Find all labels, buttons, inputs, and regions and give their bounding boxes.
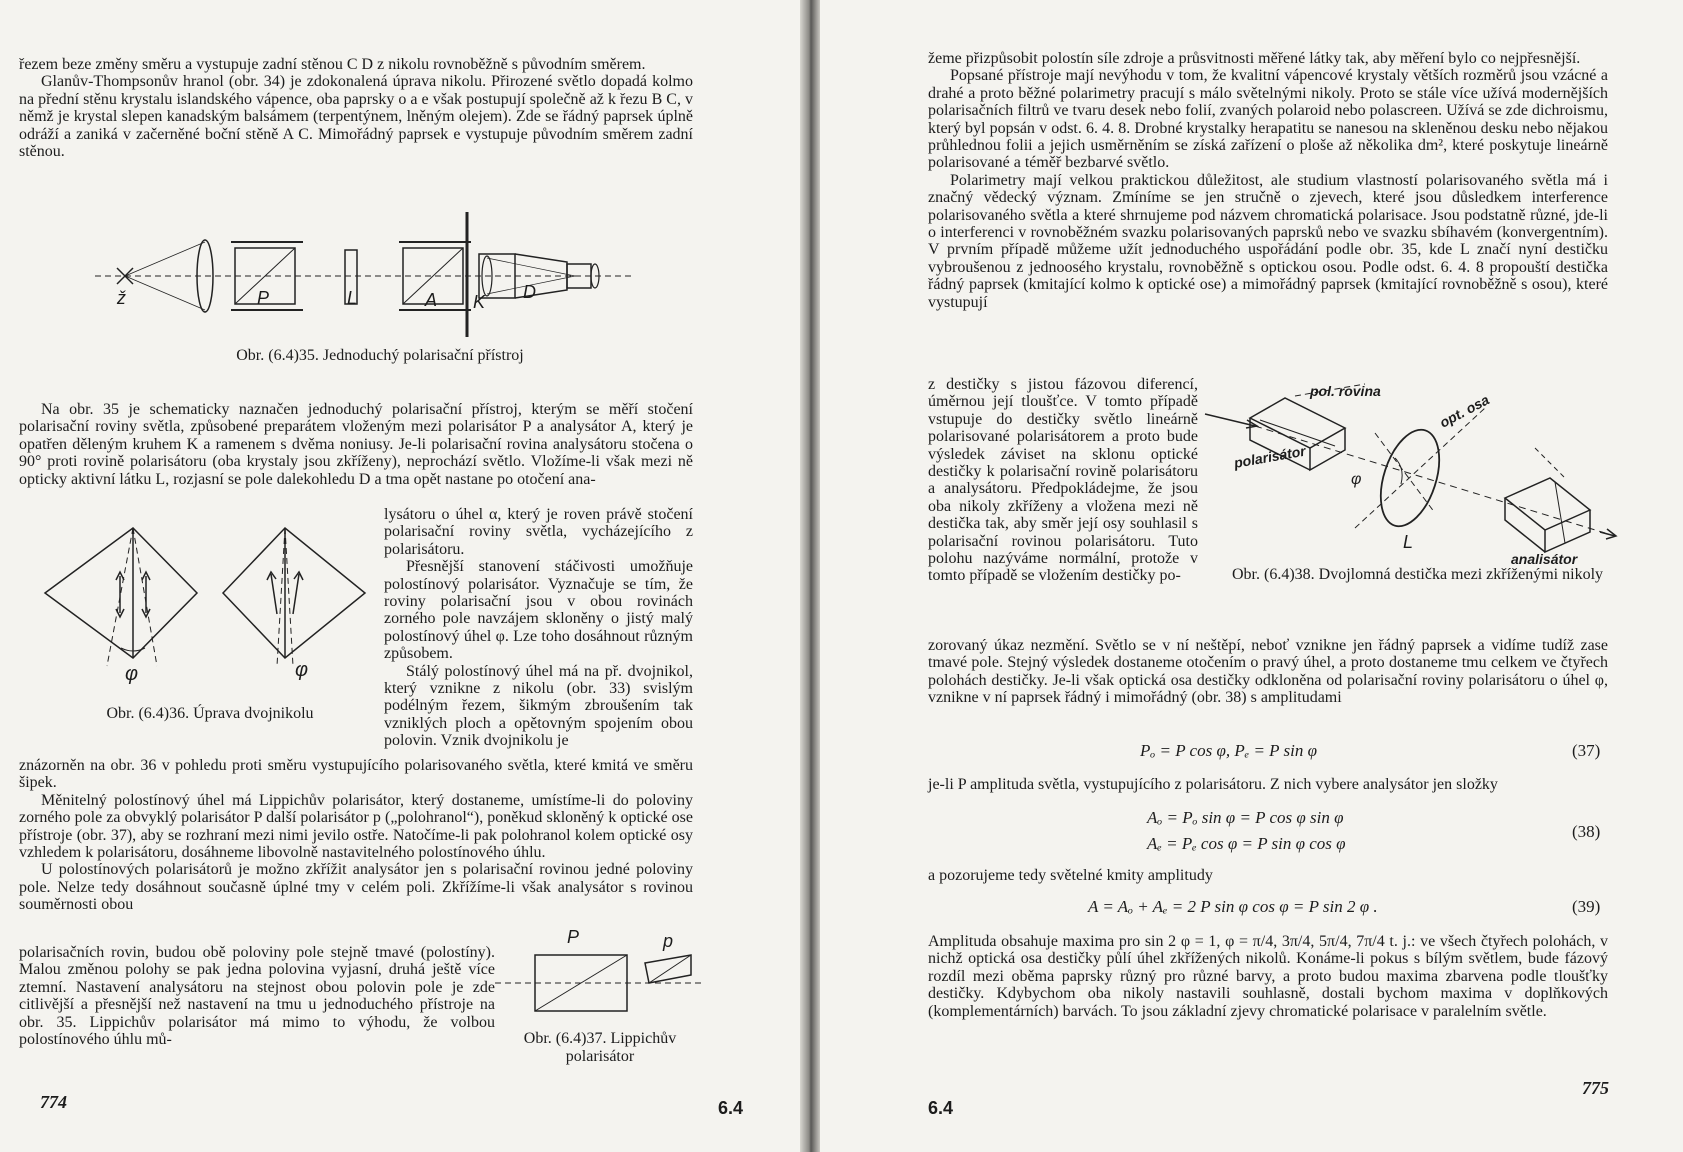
section-number: 6.4	[928, 1098, 954, 1118]
text-block-middle	[19, 757, 693, 914]
label-p: p	[663, 931, 674, 951]
paragraph: Na obr. 35 je schematicky naznačen jednoduchý polarisační přístroj, kterým se měří stočení polarisační roviny světla, způsobené preparátem vloženým mezi polarisátor P a analysátor A, který je opatřen děleným kruhem K a ramenem s dvěma noniusy. Je-li polarisační rovina analysátoru stočena o 90° proti rovině polarisátoru (oba krystaly jsou zkříženy), neprochází světlo. Vložíme-li však mezi ně opticky aktivní látku L, rozjasní se pole dalekohledu D a tma opět nastane po otočení ana-	[19, 401, 693, 488]
text-block-top	[19, 56, 693, 160]
paragraph: Amplituda obsahuje maxima pro sin 2 φ = 1, φ = π/4, 3π/4, 5π/4, 7π/4 t. j.: ve všech čtyřech polohách, v nichž optická osa destičky půlí úhel zkřížených nikolů. Konáme-li pokus s bílým světlem, bude fázový rozdíl mezi oběma paprsky různý pro různé barvy, a proto budou maxima zbarvena podle tloušťky destičky. Kdybychom oba nikoly nastavili souhlasně, dostali bychom maxima v doplňkových (komplementárních) barvách. To jsou základní zjevy chromatické polarisace v paralelním světle.	[928, 933, 1608, 1020]
equation-number-39: (39)	[1572, 897, 1601, 916]
angle-phi-label: φ	[125, 663, 139, 685]
paragraph: U polostínových polarisátorů je možno zkřížit analysátor jen s polarisační rovinou jedné poloviny pole. Nelze tedy dosáhnout současně úplné tmy v celém poli. Zkřížíme-li však analysátor s rovinou souměrnosti obou	[19, 861, 693, 914]
label-A: A	[425, 290, 438, 310]
paragraph: Měnitelný polostínový úhel má Lippichův polarisátor, který dostaneme, umístíme-li do poloviny zorného pole za obvyklý polarisátor P další polarisátor p („polohranol“), poněkud skloněný k optické ose přístroje (obr. 37), aby se rozhraní mezi nimi jevilo ostře. Natočíme-li pak polohranol kolem optické osy vzhledem k polarisátoru, dosáhneme libovolně nastavitelného polostínového úhlu.	[19, 791, 693, 862]
paragraph: Glanův-Thompsonův hranol (obr. 34) je zdokonalená úprava nikolu. Přirozené světlo dopadá kolmo na přední stěnu krystalu islandského vápence, oba paprsky o a e však postupují společně až k řezu B C, v němž je krystal slepen kanadským balsámem (terpentýnem, lněným olejem). Zde se řádný paprsek úplně odráží a zaniká v začerněné boční stěně A C. Mimořádný paprsek e vystupuje původním směrem zadní stěnou.	[19, 73, 693, 161]
page-number: 774	[40, 1092, 67, 1112]
paragraph: Přesnější stanovení stáčivosti umožňuje polostínový polarisátor. Vyznačuje se tím, že roviny polarisační jsou v obou rovinách zorného pole navzájem skloněny o jistý malý polostínový úhel φ. Lze toho dosáhnout různým způsobem.	[384, 558, 693, 663]
equation-37: Pₒ = P cos φ, Pₑ = P sin φ	[1140, 741, 1317, 760]
figure-36-diagram	[45, 528, 375, 685]
text-block-right-column	[384, 506, 693, 750]
right-page	[820, 0, 1683, 1152]
label-D: D	[523, 282, 536, 302]
paragraph: a pozorujeme tedy světelné kmity amplitudy	[928, 867, 1213, 884]
equation-39: A = Aₒ + Aₑ = 2 P sin φ cos φ = P sin 2 φ .	[1088, 897, 1378, 916]
paragraph: lysátoru o úhel α, který je roven právě stočení polarisační roviny světla, vycházejícího z polarisátoru.	[384, 506, 693, 558]
paragraph: polarisačních rovin, budou obě poloviny pole stejně tmavé (polostíny). Malou změnou polohy se pak jedna polovina vyjasní, druhá ještě více ztemní. Nastavení analysátoru na stejnost obou polovin pole je zde citlivější a přesnější než nastavení na tmu u jednoduchého přístroje na obr. 35. Lippichův polarisátor má mimo to výhodu, že volbou polostínového úhlu mů-	[19, 944, 495, 1049]
label-z: ž	[117, 288, 126, 308]
equation-38a: Aₒ = Pₒ sin φ = P cos φ sin φ	[1147, 808, 1344, 827]
half-prism-p	[645, 955, 691, 983]
paragraph: žeme přizpůsobit polostín síle zdroje a průsvitnosti měřené látky tak, aby měření bylo co nejpřesnější.	[928, 50, 1581, 67]
page-number: 775	[1582, 1078, 1609, 1098]
figure-36-caption: Obr. (6.4)36. Úprava dvojnikolu	[106, 705, 314, 722]
figure-35-diagram	[95, 212, 655, 342]
double-nicol-left	[45, 528, 197, 685]
label-pol-rovina: pol. rovina	[1310, 383, 1381, 399]
equation-number-37: (37)	[1572, 741, 1601, 760]
plate-L	[1370, 422, 1450, 533]
paragraph: Popsané přístroje mají nevýhodu v tom, že kvalitní vápencové krystaly větších rozměrů jsou vzácné a drahé a proto běžné polarimetry pracují s málo světelnými nikoly. Proto se stále více užívá modernějších polarisačních filtrů ve tvaru desek nebo folií, zvaných polaroid nebo polascreen. Užívá se zde dichroismu, který byl popsán v odst. 6. 4. 8. Drobné krystalky herapatitu se nanesou na skleněnou desku nebo nějakou průhlednou folii a jejich usměrněním se získá zařízení o ploše až několika dm², které poskytuje lineárně polarisované a téměř bezbarvé světlo.	[928, 67, 1608, 172]
label-opt-osa: opt. osa	[1436, 391, 1492, 431]
label-analisator: analisátor	[1511, 551, 1578, 567]
paragraph: z destičky s jistou fázovou diferencí, úměrnou její tloušťce. V tomto případě vstupuje do destičky světlo lineárně polarisované polarisátorem a proto bude výsledek záviset na sklonu optické destičky k polarisační rovině polarisátoru a analysátoru. Předpokládejme, že jsou oba nikoly zkříženy a vložena mezi ně destička tak, aby směr její osy souhlasil s polarisační rovinou polarisátoru. Tuto polohu nazýváme normální, protože v tomto případě se vložením destičky po-	[928, 376, 1198, 585]
angle-phi-label: φ	[295, 659, 309, 681]
figure-37-caption: Obr. (6.4)37. Lippichův polarisátor	[523, 1030, 677, 1065]
equation-38b: Aₑ = Pₑ cos φ = P sin φ cos φ	[1147, 834, 1346, 853]
paragraph: zorovaný úkaz nezmění. Světlo se v ní neštěpí, neboť vznikne jen řádný paprsek a vidíme tudíž zase tmavé pole. Stejný výsledek dostaneme otočením o pravý úhel, a proto dostaneme tmu celkem ve čtyřech polohách destičky. Je-li však optická osa destičky odkloněna od polarisační roviny polarisátoru o úhel φ, vznikne v ní paprsek řádný i mimořádný (obr. 38) s amplitudami	[928, 637, 1608, 707]
text-block-top	[928, 50, 1608, 311]
section-number: 6.4	[718, 1098, 744, 1118]
figure-38-caption: Obr. (6.4)38. Dvojlomná destička mezi zkříženými nikoly	[1231, 566, 1604, 583]
label-P: P	[567, 927, 580, 947]
label-L: L	[1403, 532, 1414, 552]
paragraph: je-li P amplituda světla, vystupujícího z polarisátoru. Z nich vybere analysátor jen složky	[928, 776, 1498, 793]
label-K: K	[473, 292, 486, 312]
paragraph: Stálý polostínový úhel má na př. dvojnikol, který vznikne z nikolu (obr. 33) svislým podélným řezem, šikmým zbroušením tak vzniklých ploch a opětovným spojením obou polovin. Vznik dvojnikolu je	[384, 662, 693, 750]
figure-38-diagram	[1205, 383, 1615, 567]
paragraph: Polarimetry mají velkou praktickou důležitost, ale studium vlastností polarisovaného světla má i značný vědecký význam. Zmíníme se jen stručně o zjevech, které jsou důsledkem interference polarisovaného světla a které shrnujeme pod názvem chromatická polarisace. Jsou podstatně různé, jde-li o interferenci v rovnoběžném svazku polarisovaných paprsků nebo ve svazku sbíhavém (konvergentním). V prvním případě můžeme užít jednoduchého uspořádání podle obr. 35, kde L značí nyní destičku vybroušenou z jednoosého krystalu, rovnoběžně s optickou osou. Podle odst. 6. 4. 8 propouští destička řádný paprsek (kmitající kolmo k optické ose) a mimořádný paprsek (kmitající rovnoběžně s osou), které vystupují	[928, 171, 1608, 311]
figure-37-diagram	[505, 925, 705, 1025]
paragraph: řezem beze změny směru a vystupuje zadní stěnou C D z nikolu rovnoběžně s původním směrem.	[19, 56, 646, 73]
label-P: P	[257, 288, 270, 308]
label-phi: φ	[1351, 471, 1362, 488]
figure-35-caption: Obr. (6.4)35. Jednoduchý polarisační přístroj	[236, 347, 524, 364]
label-polarisator: polarisátor	[1232, 442, 1307, 471]
label-L: L	[347, 288, 358, 308]
left-page	[0, 0, 800, 1152]
book-gutter	[800, 0, 820, 1152]
double-nicol-right	[223, 528, 365, 681]
paragraph: znázorněn na obr. 36 v pohledu proti směru vystupujícího polarisovaného světla, které kmitá ve směru šipek.	[19, 757, 693, 792]
equation-number-38: (38)	[1572, 822, 1601, 841]
